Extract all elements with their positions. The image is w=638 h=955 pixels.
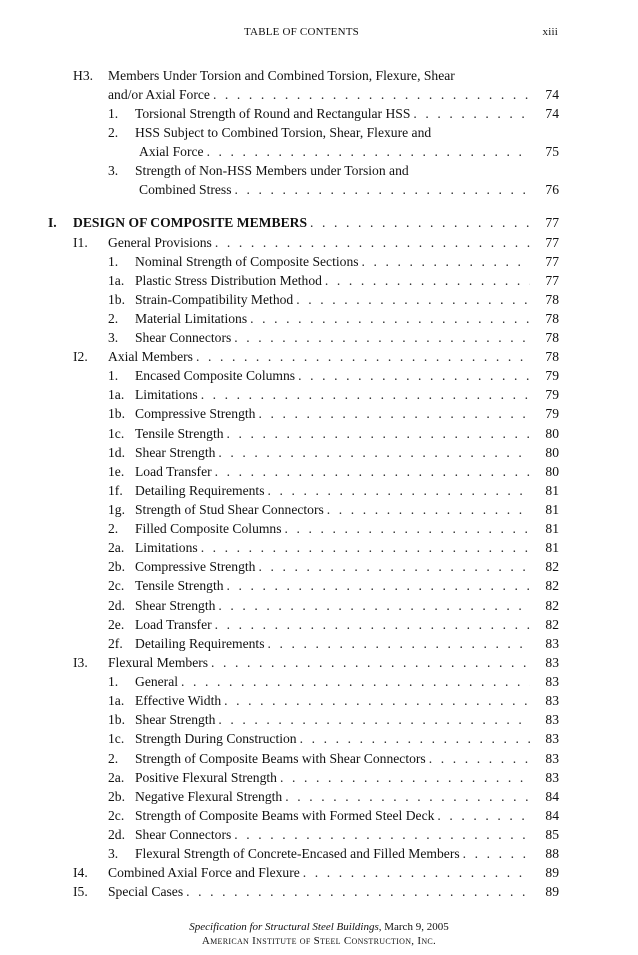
toc-entry-label: 2. [108,751,119,766]
toc-entry-label: I2. [73,349,88,364]
dot-leader [285,788,530,805]
toc-entry-page: 84 [545,808,559,823]
toc-entry[interactable] [73,214,559,231]
toc-entry[interactable] [135,162,560,179]
toc-entry-label: 3. [108,330,119,345]
toc-entry[interactable] [135,692,559,709]
toc-entry-title: Tensile Strength [135,426,224,441]
toc-entry-title: Shear Connectors [135,330,232,345]
toc-entry-page: 83 [545,712,559,727]
toc-entry[interactable] [135,730,559,747]
toc-entry-title: Shear Strength [135,712,216,727]
toc-entry-title: Encased Composite Columns [135,368,296,383]
toc-entry-title: Strain-Compatibility Method [135,292,294,307]
header-title: TABLE OF CONTENTS [244,26,359,38]
toc-entry-page: 75 [545,144,559,159]
toc-entry-label: 2. [108,521,119,536]
toc-entry[interactable] [108,348,559,365]
toc-entry-title: Shear Connectors [135,827,232,842]
toc-entry-label: 1b. [108,292,125,307]
toc-entry-title: and/or Axial Force [108,87,210,102]
toc-entry-label: 1. [108,368,119,383]
toc-entry-title: Compressive Strength [135,559,256,574]
toc-entry-title: Plastic Stress Distribution Method [135,273,322,288]
toc-entry-label: 2c. [108,808,125,823]
dot-leader [227,425,530,442]
toc-entry-label: 1. [108,106,119,121]
toc-entry-page: 83 [545,731,559,746]
toc-entry-page: 83 [545,770,559,785]
toc-entry[interactable] [108,883,559,900]
toc-entry-page: 82 [545,559,559,574]
toc-entry-label: I5. [73,884,88,899]
toc-entry-title: Shear Strength [135,598,216,613]
dot-leader [215,463,530,480]
toc-entry[interactable] [135,482,559,499]
running-header [0,26,638,40]
dot-leader [325,272,530,289]
toc-entry-page: 77 [545,273,559,288]
toc-entry-title: Limitations [135,540,198,555]
toc-entry-label: 1e. [108,464,125,479]
dot-leader [201,386,530,403]
toc-entry-label: 2e. [108,617,125,632]
toc-entry-label: H3. [73,68,94,83]
dot-leader [207,143,530,160]
dot-leader [268,635,531,652]
toc-entry-title: Shear Strength [135,445,216,460]
dot-leader [437,807,530,824]
toc-entry[interactable] [135,577,559,594]
toc-entry[interactable] [135,635,559,652]
dot-leader [213,86,530,103]
toc-entry[interactable] [135,826,559,843]
toc-entry[interactable] [108,67,560,84]
toc-entry-label: I. [48,215,57,230]
toc-entry[interactable] [108,234,559,251]
toc-entry[interactable] [139,143,559,160]
toc-entry-label: 1a. [108,387,125,402]
toc-entry-page: 81 [545,540,559,555]
toc-entry[interactable] [108,86,559,103]
toc-entry[interactable] [135,367,559,384]
toc-entry-title: HSS Subject to Combined Torsion, Shear, Flexure and [135,125,432,140]
toc-entry-title: Positive Flexural Strength [135,770,277,785]
toc-entry[interactable] [135,597,559,614]
toc-entry-page: 78 [545,292,559,307]
dot-leader [196,348,530,365]
toc-entry-label: 2b. [108,789,125,804]
toc-entry[interactable] [135,845,559,862]
toc-entry-title: Filled Composite Columns [135,521,282,536]
running-footer [0,920,638,948]
dot-leader [362,253,530,270]
toc-entry[interactable] [135,444,559,461]
toc-entry-label: 1a. [108,693,125,708]
toc-entry-label: 1b. [108,406,125,421]
toc-entry-title: Special Cases [108,884,184,899]
toc-entry-title: Strength During Construction [135,731,297,746]
dot-leader [234,826,530,843]
toc-entry[interactable] [135,711,559,728]
toc-entry-page: 89 [545,884,559,899]
toc-entry[interactable] [135,272,559,289]
toc-entry-page: 80 [545,426,559,441]
dot-leader [296,291,530,308]
toc-entry-title: Detailing Requirements [135,636,265,651]
dot-leader [429,750,530,767]
toc-entry[interactable] [135,291,559,308]
dot-leader [300,730,530,747]
toc-entry-title: DESIGN OF COMPOSITE MEMBERS [73,215,308,230]
toc-entry-page: 79 [545,406,559,421]
toc-entry-label: 3. [108,163,119,178]
toc-entry-label: 1. [108,254,119,269]
toc-entry-title: Members Under Torsion and Combined Torsion, Flexure, Shear [108,68,455,83]
toc-entry[interactable] [135,673,559,690]
dot-leader [215,616,530,633]
toc-entry-page: 83 [545,751,559,766]
dot-leader [327,501,530,518]
toc-entry-page: 78 [545,311,559,326]
toc-entry-page: 77 [545,215,559,230]
toc-entry-page: 81 [545,521,559,536]
page-number: xiii [542,26,558,38]
toc-entry-label: 1a. [108,273,125,288]
toc-entry-label: I1. [73,235,88,250]
toc-entry[interactable] [139,181,559,198]
toc-entry-label: 3. [108,846,119,861]
toc-entry-page: 80 [545,445,559,460]
toc-entry-label: I3. [73,655,88,670]
dot-leader [218,711,530,728]
toc-entry-label: 2c. [108,578,125,593]
toc-entry-label: 1f. [108,483,123,498]
toc-entry-page: 83 [545,674,559,689]
toc-entry-label: 2d. [108,827,125,842]
dot-leader [215,234,530,251]
toc-entry-page: 78 [545,330,559,345]
toc-entry-label: 1. [108,674,119,689]
toc-entry-title: Axial Members [108,349,193,364]
toc-entry-page: 82 [545,578,559,593]
toc-entry[interactable] [135,253,559,270]
toc-entry-label: 2. [108,125,119,140]
toc-entry[interactable] [135,558,559,575]
dot-leader [186,883,530,900]
toc-entry-title: General [135,674,179,689]
footer-spec-title: Specification for Structural Steel Buildings, [189,921,382,933]
toc-entry-page: 74 [545,87,559,102]
dot-leader [201,539,530,556]
toc-entry-page: 83 [545,655,559,670]
toc-entry[interactable] [108,864,559,881]
dot-leader [258,405,530,422]
toc-entry-title: Effective Width [135,693,222,708]
toc-entry[interactable] [135,807,559,824]
toc-entry[interactable] [135,501,559,518]
toc-entry-page: 79 [545,387,559,402]
toc-entry[interactable] [135,463,559,480]
toc-entry-page: 76 [545,182,559,197]
toc-entry-page: 80 [545,464,559,479]
toc-entry-page: 74 [545,106,559,121]
toc-entry-label: 2a. [108,770,125,785]
toc-entry-title: Strength of Composite Beams with Formed Steel Deck [135,808,435,823]
toc-entry-page: 85 [545,827,559,842]
toc-entry-page: 77 [545,235,559,250]
toc-entry-label: 1b. [108,712,125,727]
toc-entry-page: 77 [545,254,559,269]
toc-entry-label: 1d. [108,445,125,460]
toc-entry[interactable] [135,386,559,403]
dot-leader [268,482,531,499]
toc-entry-title: Strength of Stud Shear Connectors [135,502,324,517]
dot-leader [181,673,530,690]
toc-entry-label: 2b. [108,559,125,574]
dot-leader [463,845,530,862]
dot-leader [211,654,530,671]
toc-entry-label: 1g. [108,502,125,517]
toc-entry[interactable] [108,654,559,671]
toc-entry-page: 81 [545,483,559,498]
dot-leader [258,558,530,575]
footer-spec-line [0,920,638,934]
toc-entry-label: I4. [73,865,88,880]
toc-entry-page: 82 [545,617,559,632]
dot-leader [310,214,530,231]
toc-entry[interactable] [135,124,560,141]
toc-entry-title: Nominal Strength of Composite Sections [135,254,359,269]
toc-entry[interactable] [135,750,559,767]
dot-leader [280,769,530,786]
toc-entry[interactable] [135,105,559,122]
dot-leader [235,181,530,198]
dot-leader [298,367,530,384]
toc-entry-title: Compressive Strength [135,406,256,421]
footer-date: March 9, 2005 [381,921,449,933]
toc-entry-page: 89 [545,865,559,880]
toc-entry-page: 83 [545,693,559,708]
dot-leader [218,444,530,461]
toc-entry[interactable] [135,310,559,327]
toc-entry[interactable] [135,769,559,786]
toc-entry-label: 1c. [108,426,125,441]
toc-entry[interactable] [135,425,559,442]
toc-entry-label: 2f. [108,636,123,651]
dot-leader [285,520,530,537]
toc-entry[interactable] [135,405,559,422]
toc-entry[interactable] [135,329,559,346]
toc-entry-page: 82 [545,598,559,613]
toc-entry-title: Tensile Strength [135,578,224,593]
dot-leader [227,577,530,594]
toc-entry-title: Strength of Non-HSS Members under Torsion and [135,163,409,178]
toc-entry[interactable] [135,539,559,556]
toc-entry-title: Material Limitations [135,311,248,326]
toc-entry-page: 88 [545,846,559,861]
toc-entry-title: Limitations [135,387,198,402]
toc-entry-title: Strength of Composite Beams with Shear Connectors [135,751,426,766]
toc-entry-title: Detailing Requirements [135,483,265,498]
dot-leader [303,864,530,881]
toc-entry-title: Flexural Strength of Concrete-Encased and Filled Members [135,846,460,861]
toc-entry-label: 2d. [108,598,125,613]
toc-entry[interactable] [135,788,559,805]
toc-entry-label: 2. [108,311,119,326]
toc-entry[interactable] [135,616,559,633]
toc-entry-page: 83 [545,636,559,651]
toc-entry-title: Combined Stress [139,182,232,197]
toc-entry-page: 81 [545,502,559,517]
toc-entry-title: Flexural Members [108,655,209,670]
dot-leader [250,310,530,327]
toc-entry-title: Axial Force [139,144,204,159]
dot-leader [218,597,530,614]
dot-leader [224,692,530,709]
toc-entry-label: 2a. [108,540,125,555]
toc-entry-label: 1c. [108,731,125,746]
toc-entry-title: Load Transfer [135,617,212,632]
toc-entry-title: Negative Flexural Strength [135,789,283,804]
toc-entry[interactable] [135,520,559,537]
toc-entry-page: 79 [545,368,559,383]
footer-publisher: American Institute of Steel Construction, Inc. [201,935,437,947]
toc-entry-title: General Provisions [108,235,212,250]
toc-entry-title: Load Transfer [135,464,212,479]
toc-entry-title: Combined Axial Force and Flexure [108,865,300,880]
dot-leader [234,329,530,346]
dot-leader [413,105,530,122]
toc-entry-page: 84 [545,789,559,804]
toc-entry-title: Torsional Strength of Round and Rectangular HSS [135,106,411,121]
toc-entry-page: 78 [545,349,559,364]
